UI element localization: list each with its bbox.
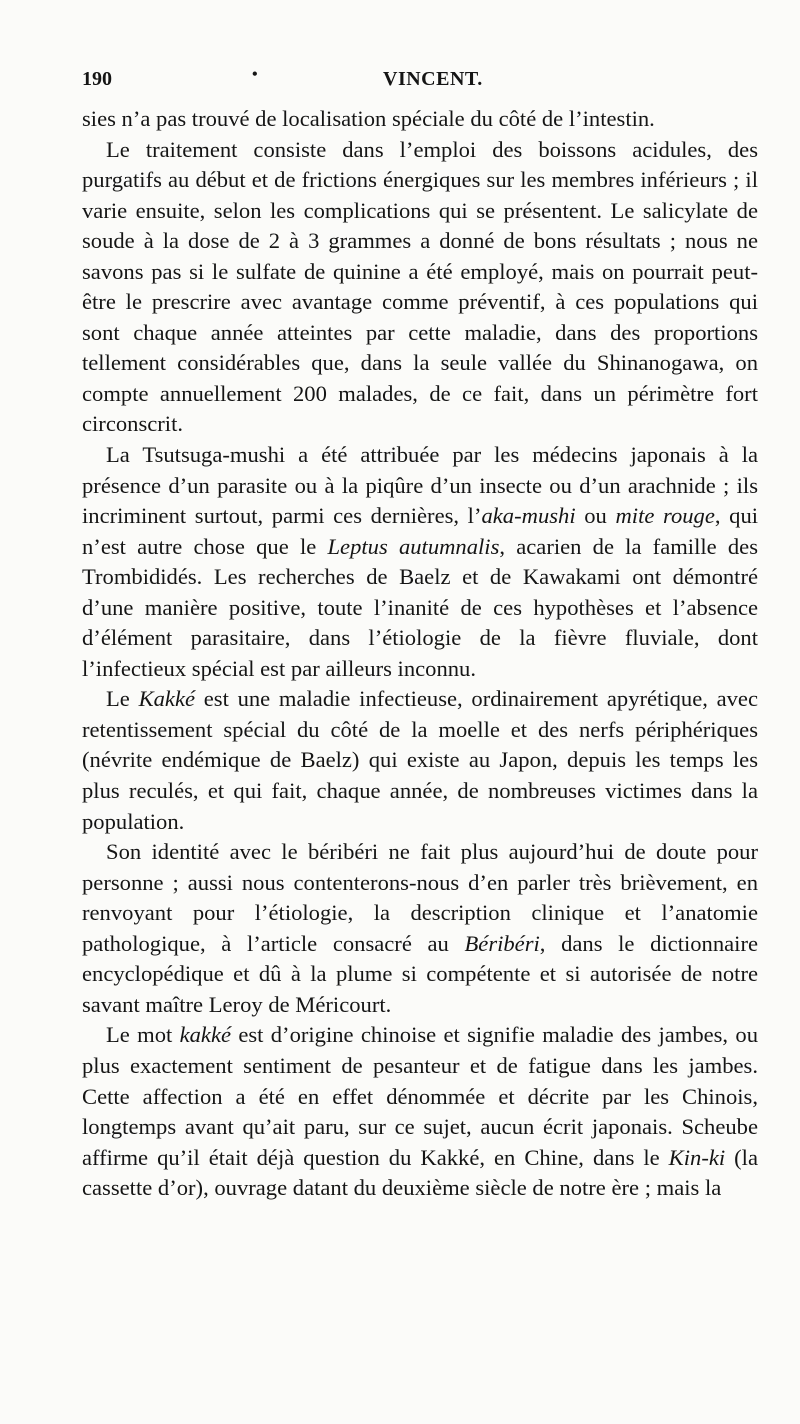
paragraph-p5 [82, 837, 758, 1020]
paragraph-p4 [82, 684, 758, 837]
text-run: (la cassette d’or), ouvrage datant du deuxième siècle de notre ère ; mais la [82, 1144, 758, 1201]
text-run: Le [106, 686, 139, 712]
text-run: , dans le dictionnaire encyclopédique et dû à la plume si compétente et si autorisée de notre savant maître Leroy de Méricourt. [82, 930, 758, 1017]
italic-term: Béribéri [464, 930, 540, 956]
paragraph-p6 [82, 1020, 758, 1203]
text-run: sies n’a pas trouvé de localisation spéciale du côté de l’intestin. [82, 106, 655, 131]
text-run: est une maladie infectieuse, ordinairement apyrétique, avec retentissement spécial du côté de la moelle et des nerfs périphériques (névrite endémique de Baelz) qui existe au Japon, depuis les temps les plus reculés, et qui fait, chaque année, de nombreuses victimes dans la population. [82, 686, 758, 834]
running-title: VINCENT. [383, 68, 483, 90]
text-run: , qui n’est autre chose que le [82, 503, 759, 559]
text-run: Son identité avec le béribéri ne fait plus aujourd’hui de doute pour personne ; aussi nous contenterons-nous d’en parler très brièvement, en renvoyant pour l’étiologie, la description clinique et l’anatomie pathologique, à l’article consacré au [82, 839, 758, 956]
italic-term: Leptus autumnalis [327, 533, 500, 559]
italic-term: kakké [179, 1022, 232, 1048]
body-text [82, 104, 758, 1204]
text-run: Le traitement consiste dans l’emploi des boissons acidules, des purgatifs au début et de frictions énergiques sur les membres inférieurs ; il varie ensuite, selon les complications qui se présentent. Le salicylate de soude à la dose de 2 à 3 grammes a donné de bons résultats ; nous ne savons pas si le sulfate de quinine a été employé, mais on pourrait peut-être le prescrire avec avantage comme préventif, à ces populations qui sont chaque année atteintes par cette maladie, dans des proportions tellement considérables que, dans la seule vallée du Shinanogawa, on compte annuellement 200 malades, de ce fait, dans un périmètre fort circonscrit. [82, 136, 758, 437]
book-page [82, 62, 758, 1204]
text-run: La Tsutsuga-mushi a été attribuée par les médecins japonais à la présence d’un parasite ou à la piqûre d’un insecte ou d’un arachnide ; ils incriminent surtout, parmi ces dernières, l’ [82, 442, 758, 529]
paragraph-p3 [82, 440, 758, 684]
paragraph-p1 [82, 104, 758, 135]
page-number: 190 [82, 68, 112, 90]
text-run: est d’origine chinoise et signifie maladie des jambes, ou plus exactement sentiment de pesanteur et de fatigue dans les jambes. Cette affection a été en effet dénommée et décrite par les Chinois, longtemps avant qu’ait paru, sur ce sujet, aucun écrit japonais. Scheube affirme qu’il était déjà question du Kakké, en Chine, dans le [82, 1022, 758, 1170]
italic-term: Kakké [138, 686, 196, 712]
text-run: , acarien de la famille des Trombididés. Les recherches de Baelz et de Kawakami ont démontré d’une manière positive, toute l’inanité de ces hypothèses et l’absence d’élément parasitaire, dans l’étiologie de la fièvre fluviale, dont l’infectieux spécial est par ailleurs inconnu. [82, 533, 758, 681]
running-head [82, 62, 758, 94]
running-head-mark: • [252, 66, 258, 83]
text-run: ou [575, 503, 616, 529]
italic-term: Kin-ki [668, 1144, 726, 1170]
text-run: Le mot [106, 1022, 180, 1048]
italic-term: mite rouge [615, 503, 715, 529]
italic-term: aka-mushi [481, 503, 576, 529]
paragraph-p2 [82, 135, 758, 440]
